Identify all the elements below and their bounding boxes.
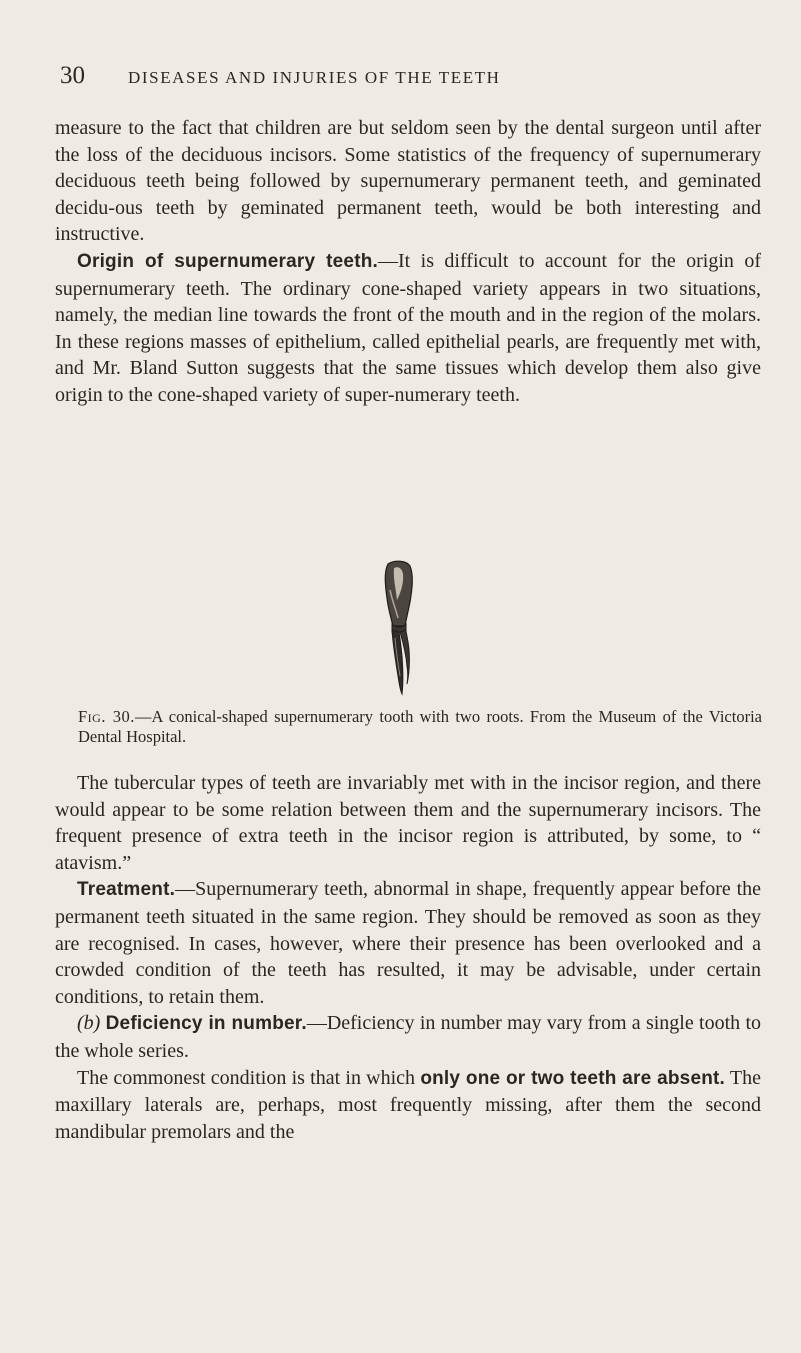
paragraph-text: —Deficiency in number may vary from a single tooth to the whole series. [55,1012,762,1062]
figure-caption-text: —A conical-shaped supernumerary tooth with two roots. From the Museum of the Victoria Dental Hospital. [78,707,762,746]
paragraph-text: —It is difficult to account for the origin of supernumerary teeth. The ordinary cone-shaped variety appears in two situations, namely, the median line towards the front of the mouth and in the region of the molars. In these regions masses of epithelium, called epithelial pearls, are frequently met with, and Mr. Bland Sutton suggests that the same tissues which develop them also give origin to the cone-shaped variety of super-numerary teeth. [55,249,761,406]
section-heading-deficiency: Deficiency in number. [105,1013,307,1035]
figure-label: Fig. 30. [78,707,135,726]
text-block-top [55,115,761,409]
paragraph-text: measure to the fact that children are but seldom seen by the dental surgeon until after the loss of the deciduous incisors. Some statistics of the frequency of supernumerary deciduous teeth being followed by supernumerary permanent teeth, and geminated decidu-ous teeth by geminated permanent teeth, would be both interesting and instructive. [55,117,761,246]
paragraph-origin [55,248,761,409]
page-number: 30 [60,62,85,89]
section-heading-treatment: Treatment. [77,879,176,901]
figure-caption [78,707,762,747]
conical-tooth-illustration [366,560,436,696]
text-block-bottom [55,770,761,1145]
paragraph-tubercular [55,770,761,876]
paragraph-text: The tubercular types of teeth are invariably met with in the incisor region, and there would appear to be some relation between them and the supernumerary incisors. The frequent presence of extra teeth in the incisor region is attributed, by some, to “ atavism.” [55,772,761,874]
list-marker: (b) [77,1012,101,1035]
paragraph-treatment [55,876,761,1010]
paragraph-commonest [55,1065,761,1146]
running-head [60,62,760,92]
paragraph-text: —Supernumerary teeth, abnormal in shape, frequently appear before the permanent teeth situated in the same region. They should be removed as soon as they are recognised. In cases, however, where their presence has been overlooked and a crowded condition of the teeth has resulted, it may be advisable, under certain conditions, to retain them. [55,878,761,1008]
figure-tooth [366,560,436,696]
running-title: DISEASES AND INJURIES OF THE TEETH [128,68,501,87]
emphasis-text: only one or two teeth are absent. [420,1067,726,1089]
paragraph-intro [55,115,761,248]
section-heading-origin: Origin of supernumerary teeth. [77,250,379,272]
paragraph-text: The commonest condition is that in which [77,1066,416,1089]
paragraph-deficiency [55,1010,761,1064]
paragraph-text: The maxillary laterals are, perhaps, most frequently missing, after them the second mandibular premolars and the [55,1066,762,1143]
